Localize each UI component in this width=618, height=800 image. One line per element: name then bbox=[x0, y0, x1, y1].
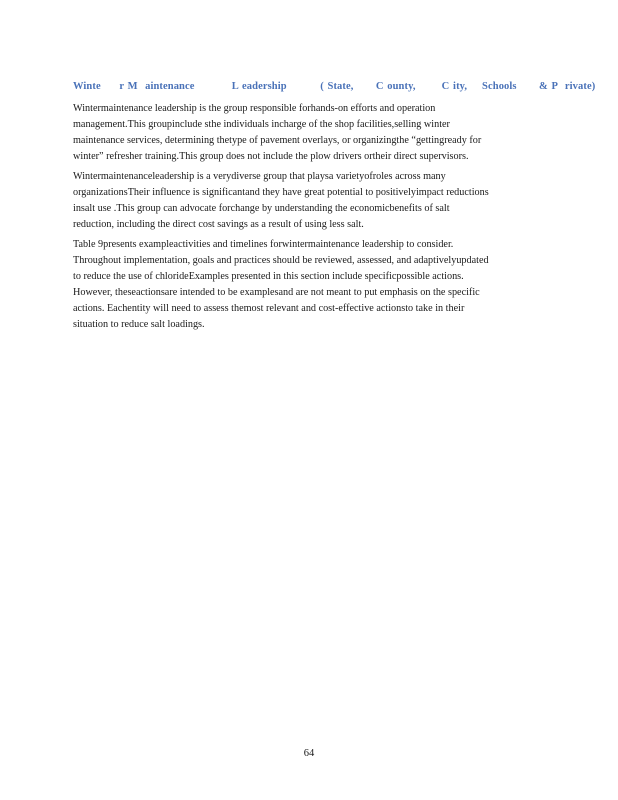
paragraph-line: Wintermaintenanceleadership is a verydiverse group that playsa varietyofroles across many bbox=[73, 171, 446, 182]
paragraph-line: situation to reduce salt loadings. bbox=[73, 319, 205, 330]
paragraph-line: Throughout implementation, goals and practices should be reviewed, assessed, and adaptivelyupdated bbox=[73, 255, 489, 266]
paragraph-example-activities bbox=[73, 237, 545, 333]
paragraph-line: management.This groupinclude sthe individuals incharge of the shop facilities,selling winter bbox=[73, 119, 450, 130]
paragraph-line: Wintermaintenance leadership is the group responsible forhands-on efforts and operation bbox=[73, 103, 436, 114]
paragraph-line: organizationsTheir influence is significantand they have great potential to positivelyimpact reductions bbox=[73, 187, 489, 198]
paragraph-line: maintenance services, determining thetype of pavement overlays, or organizingthe “gettingready for bbox=[73, 135, 482, 146]
paragraph-line: insalt use .This group can advocate forchange by understanding the economicbenefits of salt bbox=[73, 203, 450, 214]
paragraph-line: winter” refresher training.This group does not include the plow drivers ortheir direct supervisors. bbox=[73, 151, 469, 162]
paragraph-leadership-influence bbox=[73, 169, 545, 233]
page-number: 64 bbox=[303, 748, 315, 759]
paragraph-line: to reduce the use of chlorideExamples presented in this section include specificpossible actions. bbox=[73, 271, 464, 282]
paragraph-leadership-definition bbox=[73, 101, 545, 165]
section-heading: Winte r M aintenance L eadership ( State, C ounty, C ity, Schools & P rivate) bbox=[73, 81, 596, 92]
paragraph-line: reduction, including the direct cost savings as a result of using less salt. bbox=[73, 219, 364, 230]
paragraph-line: Table 9presents exampleactivities and timelines forwintermaintenance leadership to consider. bbox=[73, 239, 454, 250]
paragraph-line: However, theseactionsare intended to be examplesand are not meant to put emphasis on the specific bbox=[73, 287, 480, 298]
paragraph-line: actions. Eachentity will need to assess themost relevant and cost-effective actionsto take in their bbox=[73, 303, 465, 314]
